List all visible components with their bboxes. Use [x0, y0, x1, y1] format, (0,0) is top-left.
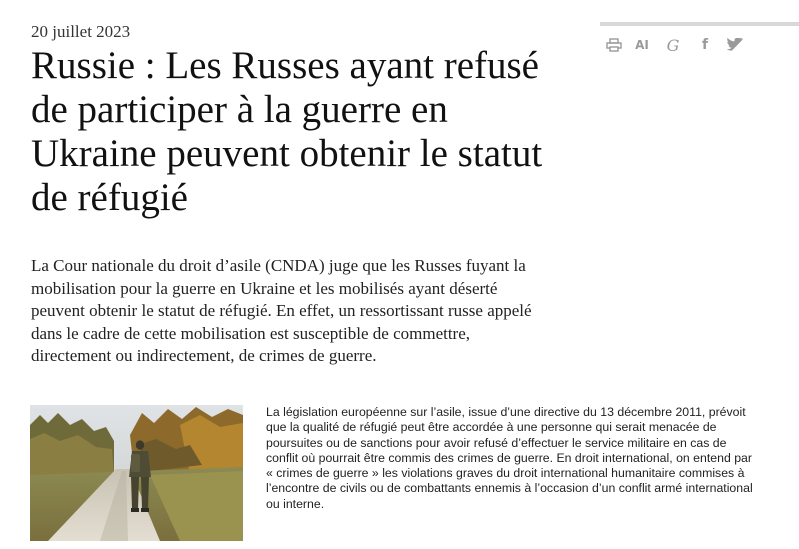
- article-body: La législation européenne sur l’asile, issue d’une directive du 13 décembre 2011, prévoit que la qualité de réfugié peut être accordée à une personne qui serait menacée de poursuites ou de sanctions pour avoir refusé d’effectuer le service militaire en cas de conflit où pourrait être commis des crimes de guerre. En droit international, on entend par « crimes de guerre » les violations graves du droit international humanitaire commises à l’encontre de civils ou de combattants ennemis à l’occasion d’un conflit armé international ou interne.: [266, 405, 753, 511]
- twitter-icon[interactable]: [725, 36, 747, 54]
- print-icon[interactable]: [603, 36, 625, 54]
- article-image: [30, 405, 243, 541]
- article-date: 20 juillet 2023: [31, 22, 131, 41]
- share-toolbar: [600, 22, 799, 60]
- font-size-icon[interactable]: AI: [635, 38, 649, 52]
- google-icon[interactable]: G: [666, 35, 680, 55]
- toolbar-divider: [600, 22, 799, 26]
- facebook-icon[interactable]: f: [701, 37, 709, 53]
- article-lead: La Cour nationale du droit d’asile (CNDA) juge que les Russes fuyant la mobilisation pour la guerre en Ukraine et les mobilisés ayant déserté peuvent obtenir le statut de réfugié. En effet, un ressortissant russe appelé dans le cadre de cette mobilisation est susceptible de commettre, directement ou indirectement, de crimes de guerre.: [31, 256, 532, 365]
- article-title: Russie : Les Russes ayant refusé de participer à la guerre en Ukraine peuvent obtenir le statut de réfugié: [31, 44, 543, 219]
